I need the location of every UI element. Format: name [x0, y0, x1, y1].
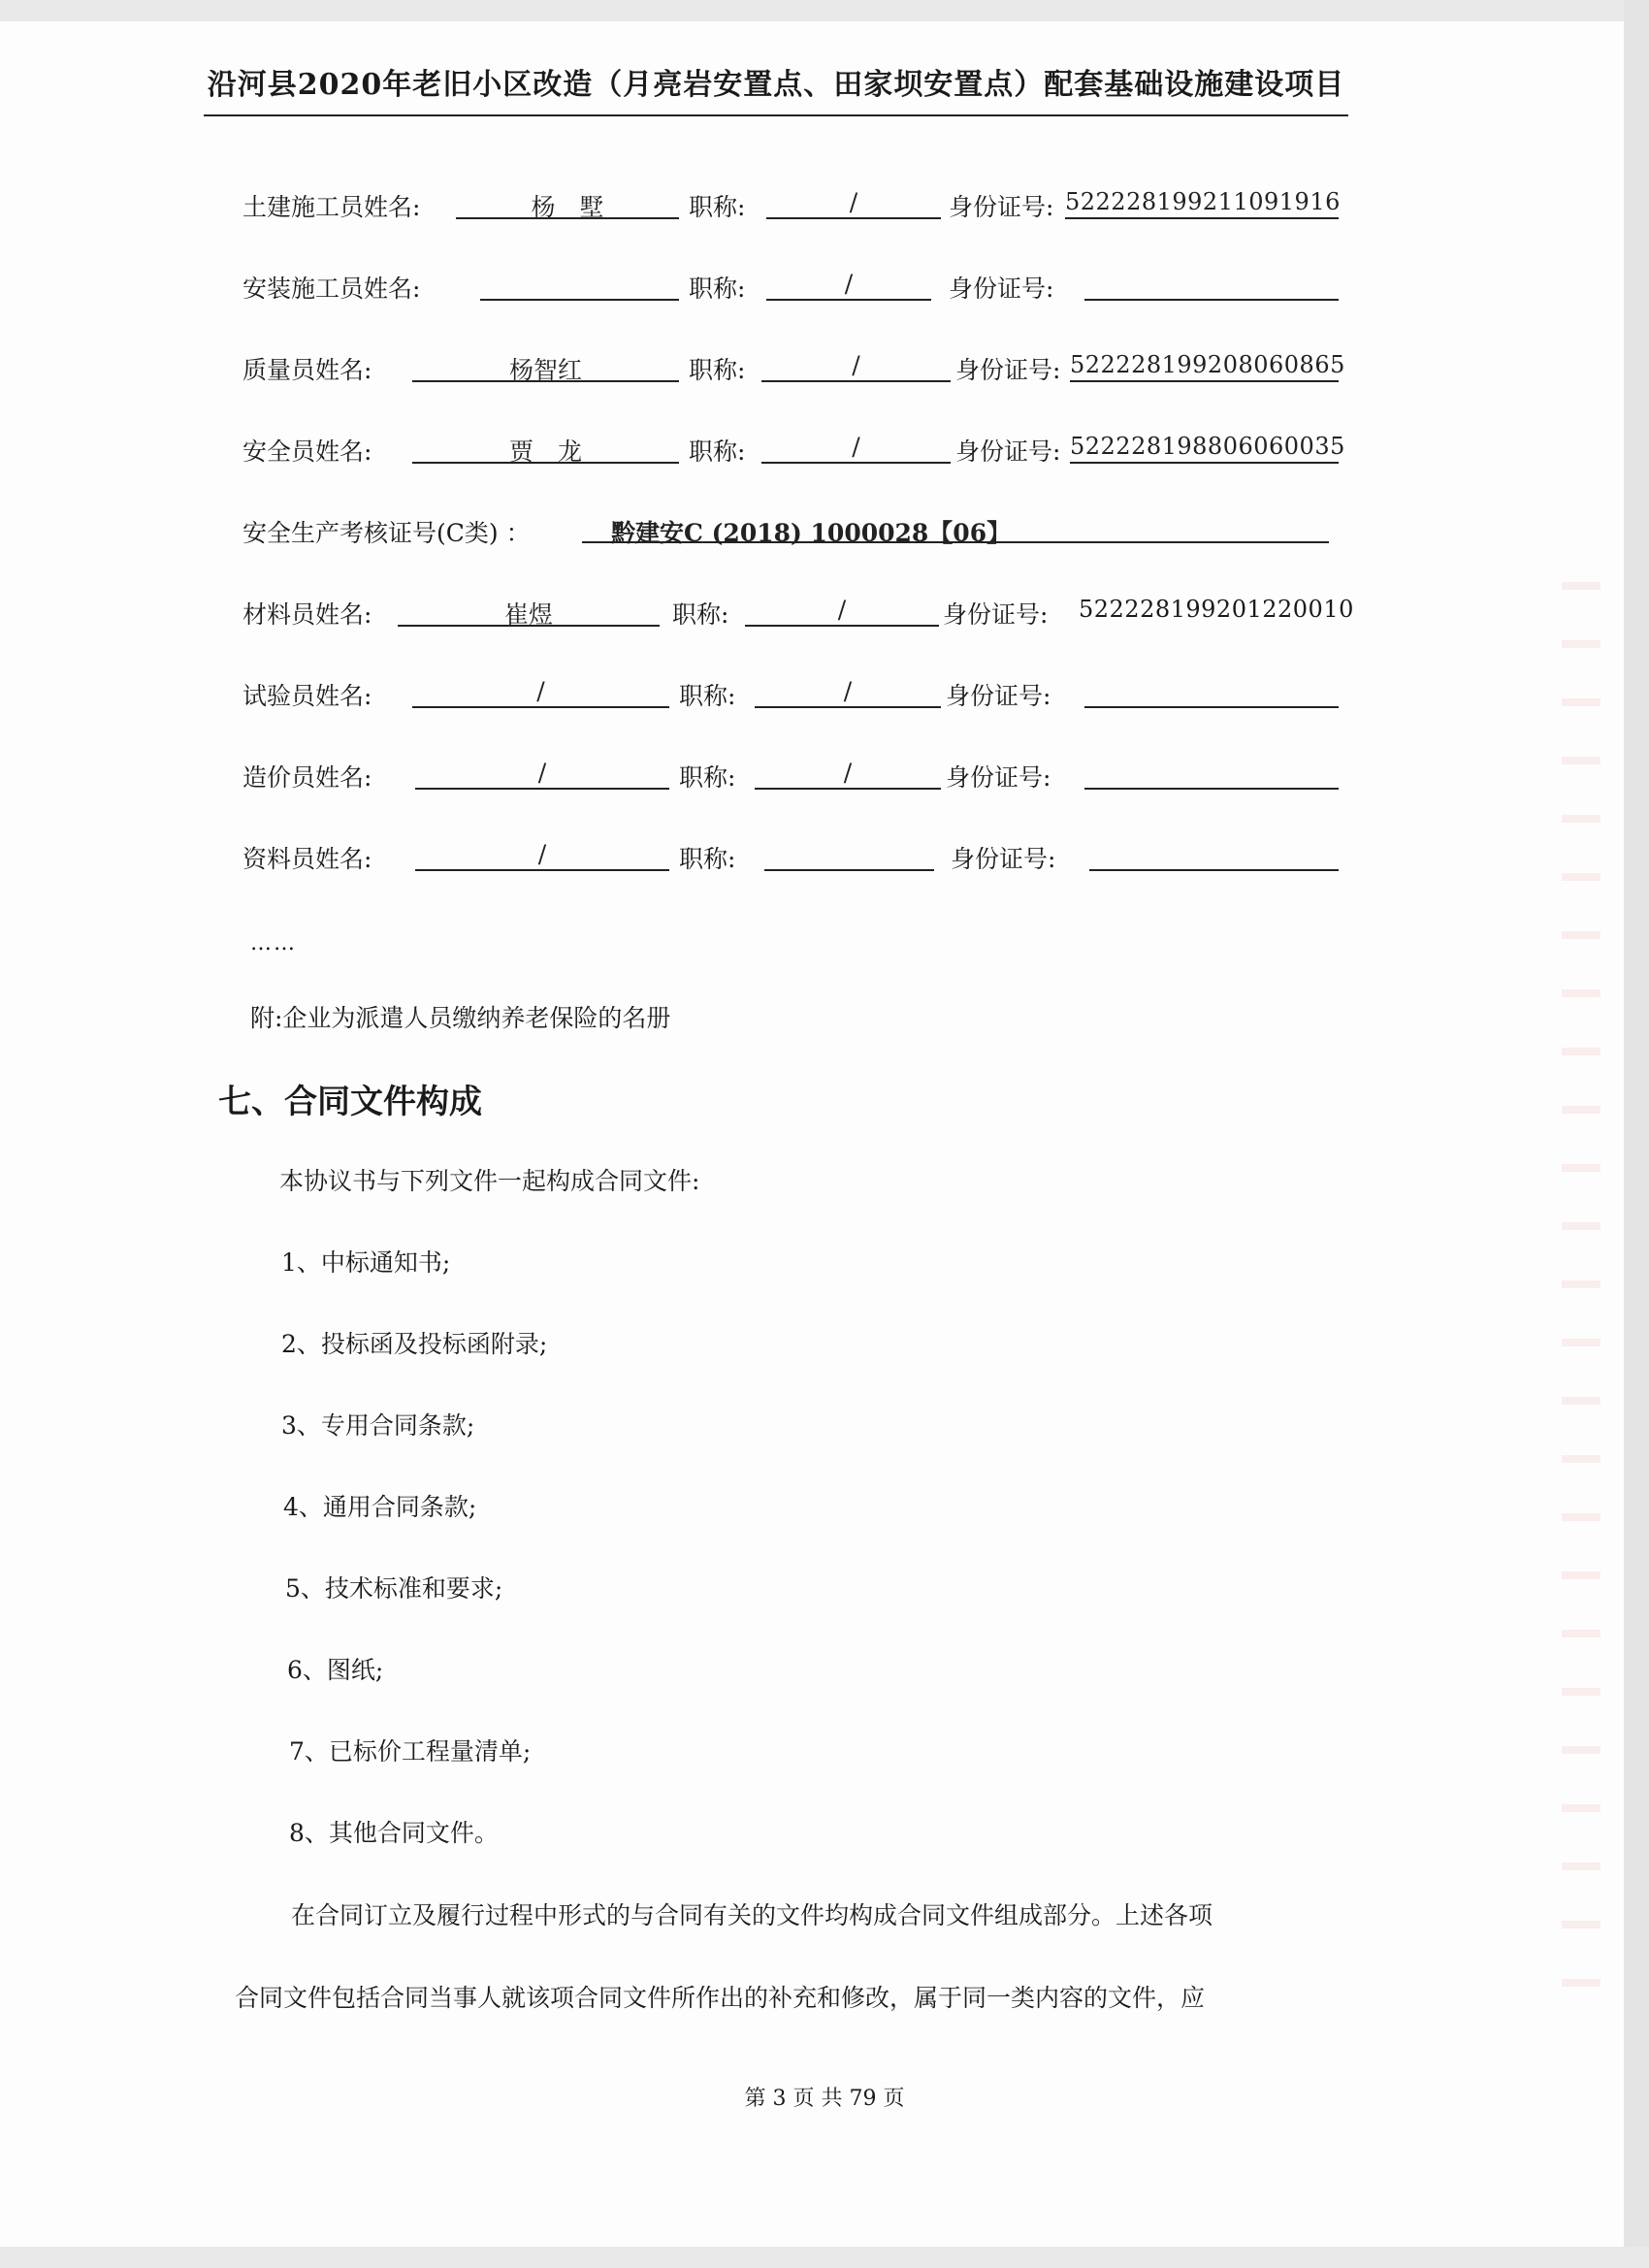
name-field: / [412, 677, 669, 708]
list-item: 4、通用合同条款; [283, 1493, 477, 1521]
personnel-row [0, 182, 1649, 225]
list-item: 7、已标价工程量清单; [289, 1737, 532, 1766]
id-label: 身份证号: [949, 193, 1054, 221]
role-label: 安全员姓名: [242, 437, 372, 466]
id-field [1084, 759, 1339, 790]
name-field [480, 270, 679, 301]
list-item: 8、其他合同文件。 [289, 1819, 499, 1847]
title-label: 职称: [689, 275, 746, 303]
section-title: 七、合同文件构成 [218, 1083, 482, 1121]
title-field: / [755, 759, 941, 790]
title-label: 职称: [679, 682, 736, 710]
scan-edge [0, 0, 1649, 21]
role-label: 资料员姓名: [242, 845, 372, 873]
section-intro: 本协议书与下列文件一起构成合同文件: [279, 1167, 700, 1195]
seal-stamp-marks [1562, 582, 1600, 2037]
title-field: / [755, 677, 941, 708]
name-field: 崔煜 [398, 596, 660, 627]
role-label: 质量员姓名: [242, 356, 372, 384]
ellipsis: …… [250, 931, 297, 956]
role-label: 造价员姓名: [242, 763, 372, 792]
list-item: 6、图纸; [287, 1656, 384, 1684]
role-label: 材料员姓名: [242, 600, 372, 629]
safety-cert-value: 黔建安C (2018) 1000028【06】 [582, 514, 1329, 543]
role-label: 试验员姓名: [242, 682, 372, 710]
safety-cert-label: 安全生产考核证号(C类) ： [242, 519, 531, 547]
scan-edge [1624, 0, 1649, 2268]
id-label: 身份证号: [951, 845, 1056, 873]
scan-edge [0, 2247, 1649, 2268]
personnel-row [0, 345, 1649, 388]
name-field: 贾 龙 [412, 433, 679, 464]
title-label: 职称: [679, 763, 736, 792]
id-field [1089, 840, 1339, 871]
title-field: / [761, 351, 951, 382]
document-header: 沿河县2020年老旧小区改造（月亮岩安置点、田家坝安置点）配套基础设施建设项目 [207, 68, 1345, 102]
name-field: / [415, 840, 669, 871]
attachment-note: 附:企业为派遣人员缴纳养老保险的名册 [250, 1004, 671, 1032]
personnel-row [0, 590, 1649, 632]
header-rule [204, 114, 1348, 116]
id-field: 522228199208060865 [1070, 351, 1339, 382]
name-field: 杨智红 [412, 351, 679, 382]
id-label: 身份证号: [946, 682, 1051, 710]
title-field: / [745, 596, 939, 627]
role-label: 安装施工员姓名: [242, 275, 421, 303]
closing-paragraph-line: 合同文件包括合同当事人就该项合同文件所作出的补充和修改，属于同一类内容的文件，应 [235, 1984, 1206, 2012]
personnel-row [0, 671, 1649, 714]
list-item: 5、技术标准和要求; [285, 1574, 503, 1603]
page-number: 第 3 页 共 79 页 [744, 2087, 905, 2111]
personnel-row [0, 264, 1649, 307]
title-label: 职称: [689, 193, 746, 221]
id-label: 身份证号: [949, 275, 1054, 303]
personnel-row [0, 427, 1649, 470]
personnel-row [0, 834, 1649, 877]
id-label: 身份证号: [955, 356, 1061, 384]
list-item: 1、中标通知书; [281, 1248, 451, 1277]
id-label: 身份证号: [946, 763, 1051, 792]
title-label: 职称: [689, 356, 746, 384]
title-field [764, 840, 934, 871]
id-field [1084, 677, 1339, 708]
id-label: 身份证号: [943, 600, 1049, 629]
id-field [1084, 270, 1339, 301]
safety-cert-row [0, 508, 1649, 551]
title-field: / [761, 433, 951, 464]
name-field: 杨 墅 [456, 188, 679, 219]
role-label: 土建施工员姓名: [242, 193, 421, 221]
name-field: / [415, 759, 669, 790]
title-field: / [766, 188, 941, 219]
title-field: / [766, 270, 931, 301]
id-field: 522228199211091916 [1065, 188, 1339, 219]
closing-paragraph-line: 在合同订立及履行过程中形式的与合同有关的文件均构成合同文件组成部分。上述各项 [291, 1901, 1213, 1929]
list-item: 2、投标函及投标函附录; [281, 1330, 548, 1358]
id-label: 身份证号: [955, 437, 1061, 466]
title-label: 职称: [672, 600, 729, 629]
title-label: 职称: [689, 437, 746, 466]
id-field: 522228198806060035 [1070, 433, 1339, 464]
title-label: 职称: [679, 845, 736, 873]
list-item: 3、专用合同条款; [281, 1411, 475, 1440]
id-value: 522228199201220010 [1079, 596, 1354, 623]
personnel-row [0, 753, 1649, 795]
